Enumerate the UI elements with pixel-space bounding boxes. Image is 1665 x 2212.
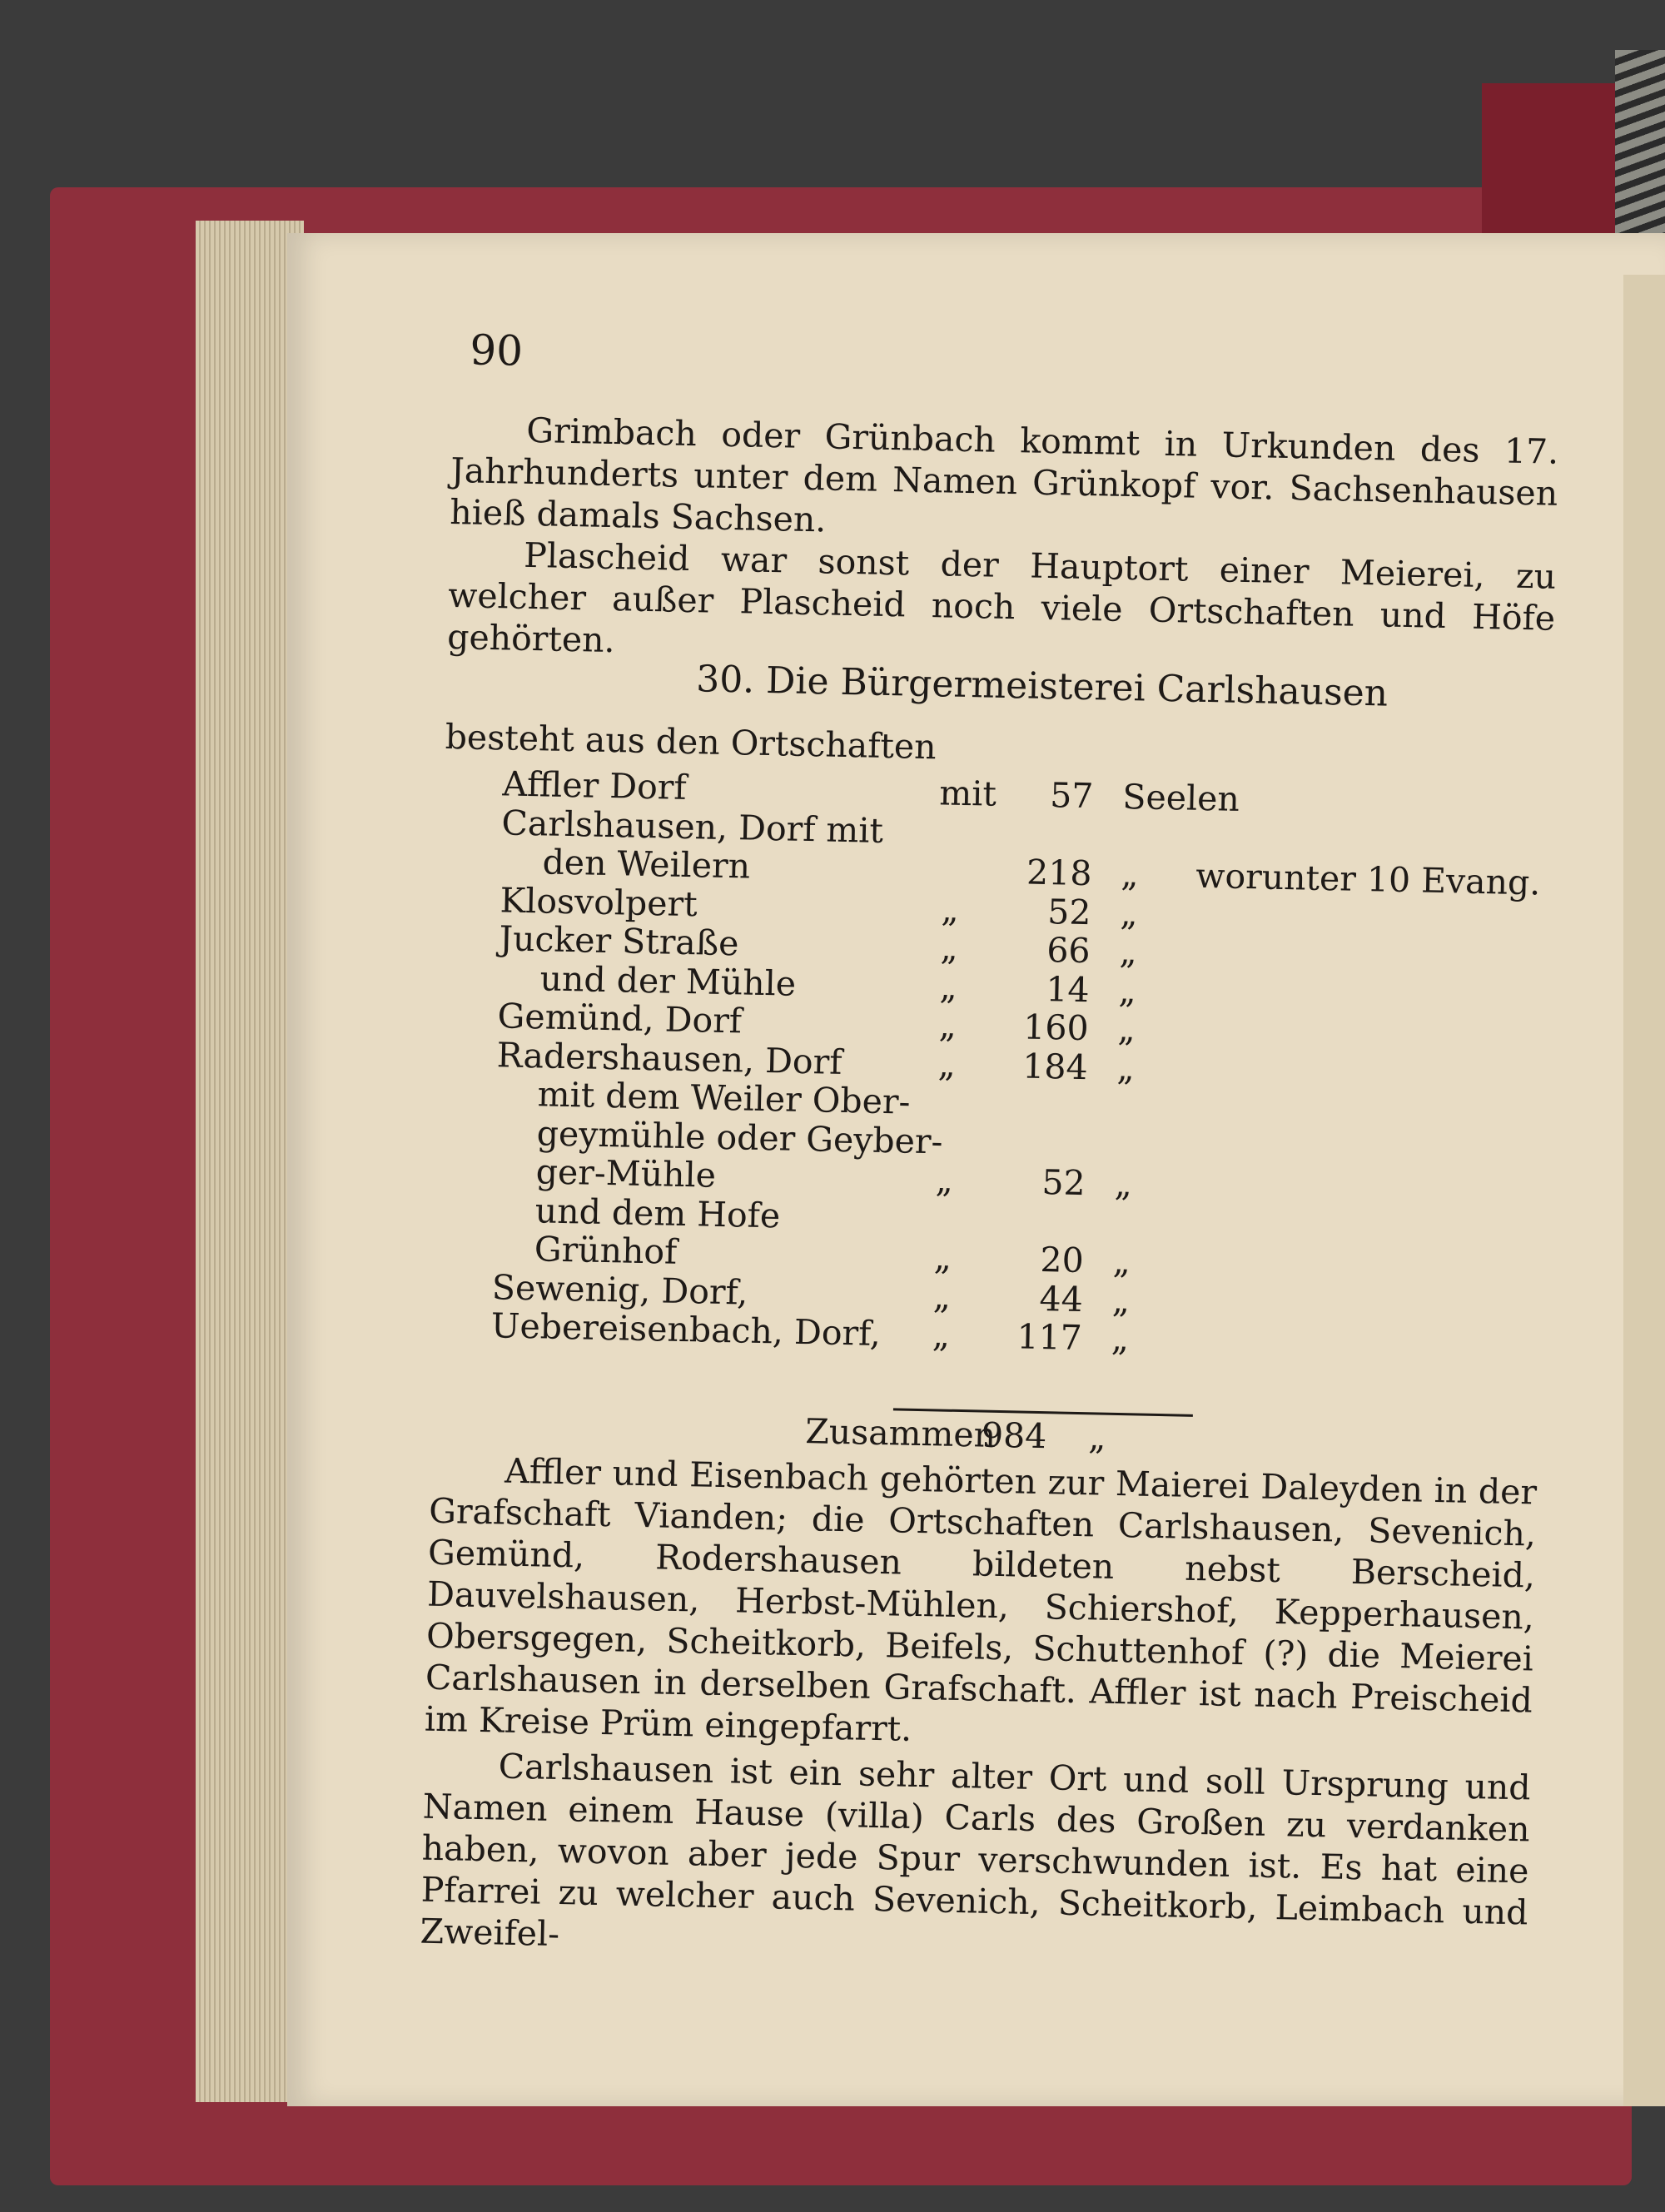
row-name: Klosvolpert [500, 879, 698, 924]
row-name: und dem Hofe [534, 1190, 781, 1235]
row-unit: „ [1114, 1163, 1133, 1205]
row-ditto: „ [941, 888, 960, 930]
total-unit: „ [1087, 1417, 1107, 1458]
row-name: Gemünd, Dorf [497, 996, 743, 1041]
page-number: 90 [469, 326, 524, 375]
row-unit: „ [1111, 1280, 1131, 1320]
total-label: Zusammen [804, 1411, 997, 1455]
row-name: Jucker Straße [499, 918, 739, 964]
row-number: 184 [1021, 1046, 1089, 1087]
row-ditto: „ [932, 1275, 952, 1317]
row-ditto: „ [940, 927, 959, 968]
row-number: 66 [1046, 930, 1091, 972]
row-ditto: „ [932, 1315, 951, 1355]
row-name: Sewenig, Dorf, [491, 1266, 748, 1313]
facing-page-edge [1623, 275, 1665, 2106]
row-name: und der Mühle [539, 957, 797, 1004]
row-number: 44 [1039, 1278, 1084, 1320]
row-unit: Seelen [1121, 776, 1240, 819]
row-name: geymühle oder Geyber- [536, 1112, 943, 1162]
row-name: ger-Mühle [535, 1151, 717, 1195]
row-name: den Weilern [542, 842, 751, 887]
row-ditto: „ [937, 1043, 957, 1085]
row-number: 52 [1046, 891, 1091, 932]
row-name: Grünhof [534, 1229, 678, 1272]
total-number: 984 [981, 1414, 1047, 1457]
paragraph-affler: Affler und Eisenbach gehörten zur Maierei Daleyden in der Grafschaft Vianden; die Ortschaften Carlshausen, Sevenich, Gemünd, Rodershausen bildeten nebst Berscheid, Dauvelshausen, Herbst-Mühlen, Schiershof, Kepperhausen, Obersgegen, Scheitkorb, Beifels, Schuttenhof (?) die Meierei Carlshausen in derselben Grafschaft. Affler ist nach Preischeid im Kreise Prüm eingepfarrt. [424, 1450, 1538, 1749]
row-note: worunter 10 Evang. [1195, 855, 1541, 903]
row-number: 52 [1041, 1162, 1086, 1204]
row-name: mit dem Weiler Ober- [537, 1074, 911, 1122]
row-name: Affler Dorf [502, 763, 688, 808]
row-name: Carlshausen, Dorf mit [501, 802, 884, 851]
row-name: Radershausen, Dorf [496, 1034, 842, 1082]
table-intro: besteht aus den Ortschaften [445, 716, 937, 768]
paragraph-grimbach: Grimbach oder Grünbach kommt in Urkunden des 17. Jahrhunderts unter dem Namen Grünkopf vor. Sachsenhausen hieß damals Sachsen. [449, 410, 1559, 540]
row-unit: „ [1111, 1318, 1130, 1360]
row-ditto: „ [938, 1005, 957, 1046]
row-unit: „ [1116, 1047, 1136, 1088]
row-mit: mit [938, 773, 997, 814]
row-unit: „ [1112, 1240, 1131, 1282]
paragraph-plascheid: Plascheid war sonst der Hauptort einer Meierei, zu welcher außer Plascheid noch viele Ortschaften und Höfe gehörten. [446, 534, 1557, 661]
row-unit: „ [1119, 931, 1138, 972]
row-ditto: „ [939, 966, 958, 1007]
row-unit: „ [1118, 970, 1137, 1011]
row-name: Uebereisenbach, Dorf, [490, 1305, 882, 1355]
row-ditto: „ [933, 1237, 952, 1278]
row-number: 160 [1022, 1007, 1090, 1049]
row-number: 117 [1016, 1316, 1083, 1359]
row-ditto: „ [935, 1160, 954, 1200]
paragraph-carlshausen: Carlshausen ist ein sehr alter Ort und soll Ursprung und Namen einem Hause (villa) Carls des Großen zu verdanken haben, wovon aber jede Spur verschwunden ist. Es hat eine Pfarrei zu welcher auch Sevenich, Scheitkorb, Leimbach und Zweifel- [420, 1746, 1532, 1955]
row-unit: „ [1117, 1008, 1136, 1050]
row-number: 57 [1049, 775, 1094, 817]
row-number: 20 [1040, 1240, 1085, 1281]
section-heading: 30. Die Bürgermeisterei Carlshausen [695, 658, 1389, 715]
row-number: 218 [1026, 852, 1092, 894]
row-unit: „ [1119, 892, 1139, 933]
row-unit: „ [1120, 853, 1140, 895]
row-number: 14 [1045, 968, 1091, 1010]
